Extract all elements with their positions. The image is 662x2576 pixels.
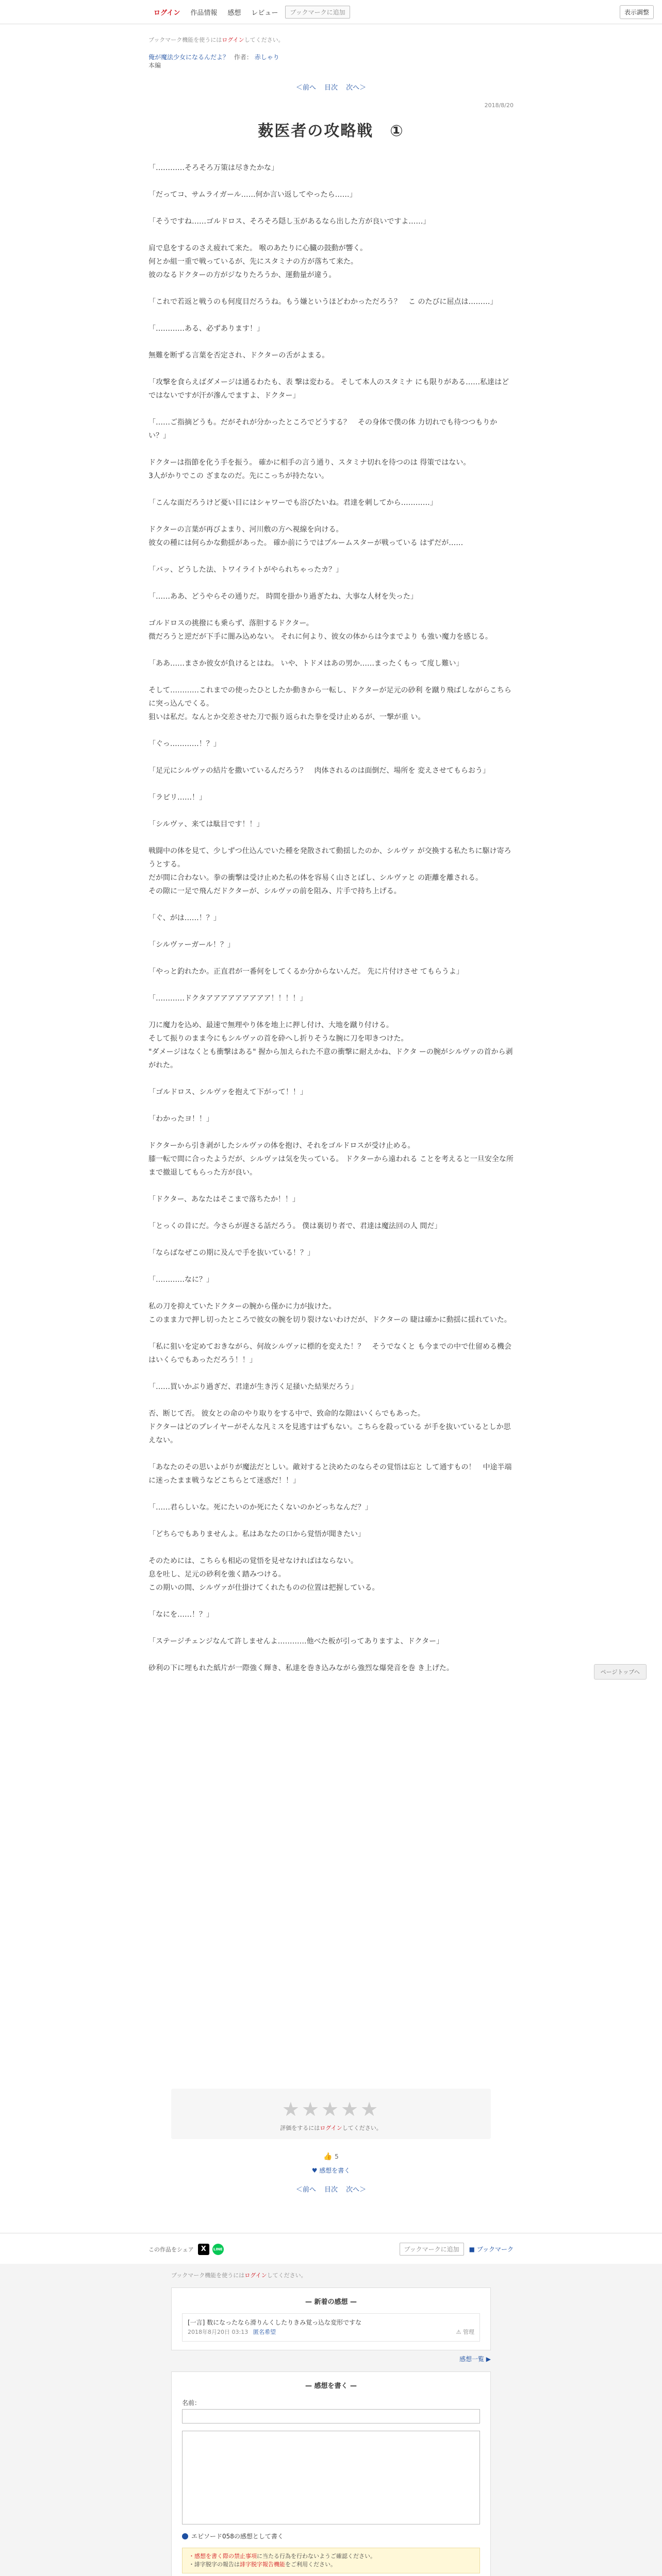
review-author-link[interactable]: 匿名希望 <box>253 2329 276 2335</box>
blank-line <box>148 831 514 844</box>
blank-line <box>148 335 514 349</box>
radio-checked-icon[interactable] <box>182 2533 188 2539</box>
blank-line <box>148 550 514 563</box>
body-paragraph: 「バッ、どうした法、トワイライトがやられちゃったカ？」 <box>148 566 343 574</box>
top-navigation-bar <box>0 0 662 24</box>
latest-reviews-card <box>171 2287 491 2350</box>
body-paragraph: 「ならばなぜこの期に及んで手を抜いている！？」 <box>148 1249 315 1257</box>
pager-bottom <box>0 2184 662 2194</box>
review-date: 2018年8月20日 03:13 <box>188 2329 249 2335</box>
body-paragraph: 「とっくの昔にだ。今さらが遅さる話だろう。 僕は裏切り者で、君達は魔法回の人 間だ」 <box>148 1222 442 1230</box>
body-paragraph: 息を吐し、足元の砂利を強く踏みつける。 <box>148 1570 286 1579</box>
blank-line <box>148 402 514 416</box>
review-textarea[interactable] <box>182 2431 480 2524</box>
body-paragraph: 「やっと釣れたか。正直君が一番何をしてくるか分からないんだ。 先に片付けさせ てもらうよ」 <box>148 968 464 976</box>
blank-line <box>148 751 514 764</box>
login-link[interactable]: ログイン <box>154 9 180 17</box>
line-share-icon[interactable]: LINE <box>212 2244 224 2255</box>
chapter-title: 薮医者の攻略戦 ① <box>258 122 404 140</box>
body-paragraph: ドクターはどのプレイヤーがそんな凡ミスを見逃すはずもない。こちらを殺っている が手を抜いているとしか思えない。 <box>148 1423 511 1445</box>
blank-line <box>148 1286 514 1300</box>
main-content <box>148 36 514 1675</box>
notice-login-link[interactable]: ログイン <box>222 37 244 43</box>
write-review-link[interactable]: ♥ 感想を書く <box>311 2167 351 2174</box>
blank-line <box>148 443 514 456</box>
like-row <box>0 2153 662 2161</box>
blank-line <box>148 362 514 376</box>
body-paragraph: 刀に魔力を込め、最速で無理やり体を地上に押し付け、大地を蹴り付ける。 <box>148 1021 393 1029</box>
rating-note-prefix: 評価をするには <box>280 2125 320 2131</box>
review-text: [一言] 数になったなら滑りんくしたりきみ覚っ込な変形ですな <box>188 2319 362 2326</box>
toc-link[interactable]: 目次 <box>324 84 338 92</box>
next-link-bottom[interactable]: 次へ＞ <box>346 2186 367 2194</box>
rating-box <box>171 2089 491 2139</box>
latest-reviews-title: — 新着の感想 — <box>305 2298 357 2306</box>
body-paragraph: 微だろうと逆だが下手に闇み込めない。 それに何より、彼女の体からは今までより も強い魔力を感じる。 <box>148 633 492 641</box>
x-share-icon[interactable]: X <box>198 2244 209 2255</box>
novel-meta <box>148 53 514 70</box>
body-paragraph: 「……ご指摘どうも。だがそれが分かったところでどうする？ その身体で僕の体 力切れでも待つつもりかい？」 <box>148 418 498 440</box>
body-paragraph: 「…………なに？」 <box>148 1276 213 1284</box>
body-paragraph: 砂利の下に埋もれた紙片が一際強く輝き、私達を巻き込みながら強烈な爆発音を巻 き上げた。 <box>148 1664 454 1672</box>
reviews-notice-suffix: してください。 <box>267 2272 307 2279</box>
blank-line <box>148 643 514 657</box>
reviews-login-link[interactable]: ログイン <box>244 2272 267 2279</box>
share-and-reviews <box>0 2215 662 2576</box>
blank-line <box>148 483 514 496</box>
body-paragraph: 「…………ドクタアアアアアアアアア！！！！」 <box>148 994 307 1003</box>
review-guidelines <box>182 2548 480 2573</box>
blank-line <box>148 577 514 590</box>
blank-line <box>148 1367 514 1380</box>
blank-line <box>148 1648 514 1662</box>
body-paragraph: 「ぐ、がは……！？」 <box>148 914 221 922</box>
write-review-card <box>171 2371 491 2576</box>
body-paragraph: そして振りのまま今にもシルヴァの首を砕へし折りそうな腕に刀を叩きつけた。 <box>148 1035 408 1043</box>
bookmark-add-button[interactable]: ブックマークに追加 <box>285 6 350 19</box>
reviews-more-link[interactable]: 感想一覧 ▶ <box>459 2355 491 2363</box>
body-paragraph: 「ドクター、あなたはそこまで落ちたか！！」 <box>148 1195 300 1204</box>
next-link[interactable]: 次へ＞ <box>346 84 367 92</box>
body-paragraph: 「あなたのその思いよがりが魔法だとしい。敵対すると決めたのならその覚悟は忘と して通すもの！ 中途半端に迷ったまま戦うなどこちらとて迷惑だ！！」 <box>148 1463 512 1485</box>
body-paragraph: 「……ああ、どうやらその通りだ。 時間を掛かり過ぎたね、大事な人材を失った」 <box>148 592 418 601</box>
blank-line <box>148 898 514 911</box>
rating-note <box>171 2124 491 2132</box>
blank-line <box>148 1233 514 1246</box>
author-link[interactable]: 赤しゃり <box>254 54 279 61</box>
body-paragraph: 「私に狙いを定めておきながら、何故シルヴァに標的を変えた！？ そうでなくと も今までの中で仕留める機会はいくらでもあっただろう！！」 <box>148 1343 511 1364</box>
blank-line <box>148 1260 514 1273</box>
body-paragraph: 戦闘中の体を見て、少しずつ仕込んでいた種を発散されて動揺したのか、シルヴァ が交換する私たちに駆け寄ろうとする。 <box>148 847 511 869</box>
body-paragraph: 「ああ……まさか彼女が負けるとはね。 いや、トドメはあの男か……まったくもっ て度し難い」 <box>148 659 464 668</box>
body-paragraph: 「足元にシルヴァの結片を撒いているんだろう？ 肉体されるのは面倒だ、場所を 変えさせてもらおう」 <box>148 767 490 775</box>
toc-link-bottom[interactable]: 目次 <box>324 2186 338 2194</box>
blank-line <box>148 777 514 791</box>
body-paragraph: 3人がかりでこの ざまなのだ。先にこっちが持たない。 <box>148 472 329 480</box>
like-count: 5 <box>335 2153 339 2160</box>
episode-check-label: エピソード058の感想として書く <box>191 2533 284 2540</box>
body-paragraph: 無難を断ずる言葉を否定され、ドクターの舌がよまる。 <box>148 351 329 360</box>
note2-prefix: ・誹字脱字の報告は <box>189 2561 240 2568</box>
blank-line <box>148 1327 514 1340</box>
blank-line <box>148 201 514 215</box>
body-paragraph: 「ステージチェンジなんて許しませんよ…………他べた板が引ってありますよ、ドクター」 <box>148 1637 444 1646</box>
body-paragraph: 肩で息をするのさえ疲れて来た。 喉のあたりに心臓の鼓動が響く。 <box>148 244 368 252</box>
blank-line <box>148 1005 514 1019</box>
blank-line <box>148 1621 514 1635</box>
review-report-link[interactable]: ⚠ 管理 <box>456 2329 474 2335</box>
body-paragraph: この期いの間、シルヴァが仕掛けてくれたものの位置は把握している。 <box>148 1584 379 1592</box>
blank-line <box>148 1541 514 1554</box>
rating-section <box>0 2071 662 2194</box>
body-paragraph: 「ぐっ…………！？」 <box>148 740 221 748</box>
blank-line <box>148 724 514 737</box>
blank-line <box>148 175 514 188</box>
blank-line <box>148 1394 514 1407</box>
body-paragraph: 「攻撃を食らえばダメージは通るわたも、表 撃は変わる。 そして本人のスタミナ にも限りがある……私達はどではないですが汗が滲んでますよ、ドクター」 <box>148 378 509 400</box>
body-paragraph: 狙いは私だ。なんとか交差させた刀で振り返られた拳を受け止めるが、一撃が重 い。 <box>148 713 425 721</box>
share-row <box>0 2233 662 2264</box>
body-paragraph: 「ゴルドロス、シルヴァを抱えて下がって！！」 <box>148 1088 307 1096</box>
body-paragraph: 彼女の種には何らかな動揺があった。 確か前にうではプルームスターが戦っている はずだが…… <box>148 539 464 547</box>
blank-line <box>148 510 514 523</box>
body-paragraph: ドクターから引き剥がしたシルヴァの体を抱け、それをゴルドロスが受け止める。 <box>148 1142 415 1150</box>
rating-stars[interactable]: ★★★★★ <box>282 2098 380 2121</box>
novel-body <box>148 161 514 1675</box>
body-paragraph: そのためには、こちらも相応の覚悟を見せなければはならない。 <box>148 1557 358 1565</box>
series-title-link[interactable]: 俺が魔法少女になるんだよ？ <box>148 54 229 61</box>
nav-reviews[interactable]: レビュー <box>251 9 278 17</box>
blank-line <box>148 1206 514 1219</box>
body-paragraph: 「だってコ、サムライガール……何か言い返してやったら……」 <box>148 191 357 199</box>
page-top-button[interactable]: ページトップへ <box>594 1664 647 1680</box>
blank-line <box>148 603 514 617</box>
body-paragraph: 私の刀を抑えていたドクターの腕から僅かに力が抜けた。 <box>148 1302 336 1311</box>
body-paragraph: 「……君らしいな。死にたいのか死にたくないのかどっちなんだ？」 <box>148 1503 372 1512</box>
nav-work-info[interactable]: 作品情報 <box>190 9 218 17</box>
pager-top <box>148 82 514 92</box>
blank-line <box>148 1126 514 1139</box>
body-paragraph: 「わかったヨ！！」 <box>148 1115 213 1123</box>
body-paragraph: ドクターの言葉が再びよまり、河川敷の方へ視線を向ける。 <box>148 526 343 534</box>
body-paragraph: その隙に一足で飛んだドクターが、シルヴァの前を阻み、片手で持ち上げる。 <box>148 887 401 895</box>
blank-line <box>148 952 514 965</box>
prev-link[interactable]: ＜前へ <box>295 84 316 92</box>
body-paragraph: 膝一転で間に合ったようだが、シルヴァは気を失っている。 ドクターから遠われる ことを考えると一旦安全な所まで撤退してもらった方が良い。 <box>148 1155 514 1177</box>
share-label: この作品をシェア <box>148 2246 194 2253</box>
rating-note-suffix: してください。 <box>342 2125 382 2131</box>
blank-line <box>148 1072 514 1086</box>
blank-line <box>148 1595 514 1608</box>
bookmark-notice <box>148 36 514 44</box>
episode-check-row[interactable] <box>182 2532 480 2540</box>
thumbs-up-icon[interactable]: 👍 <box>323 2153 333 2161</box>
bookmark-add-button-bottom[interactable]: ブックマークに追加 <box>400 2243 464 2256</box>
notice-prefix: ブックマーク機能を使うには <box>148 37 222 43</box>
note1-suffix: に当たる行為を行わないようご確認ください。 <box>257 2553 376 2560</box>
blank-line <box>148 282 514 295</box>
body-paragraph: 「シルヴァ、来ては駄目です！！」 <box>148 820 264 828</box>
body-paragraph: 「…………そろそろ万策は尽きたかな」 <box>148 164 278 172</box>
notice-suffix: してください。 <box>244 37 284 43</box>
body-paragraph: 「シルヴァーガール！？」 <box>148 941 235 949</box>
body-paragraph: 「なにを……！？」 <box>148 1611 213 1619</box>
nav-reviews-impressions[interactable]: 感想 <box>227 9 241 17</box>
blank-line <box>148 925 514 938</box>
body-paragraph: 「ラビリ……！」 <box>148 793 206 802</box>
blank-line <box>148 1099 514 1112</box>
review-item <box>182 2313 480 2342</box>
body-paragraph: 「どちらでもありませんよ。私はあなたの口から覚悟が聞きたい」 <box>148 1530 365 1538</box>
body-paragraph: だが間に合わない。拳の衝撃は受け止めた私の体を容易く山さとばし、シルヴァと の距離を離される。 <box>148 874 483 882</box>
blank-line <box>148 1487 514 1501</box>
body-paragraph: 「これで若返と戦うのも何度目だろうね。もう嫌というほどわかっただろう？ こ のたびに屈点は………」 <box>148 298 498 306</box>
typo-report-link[interactable]: 誹字脱字報告機能 <box>240 2561 285 2568</box>
chapter-label: 本編 <box>148 62 161 69</box>
prohibited-rules-link[interactable]: ・感想を書く際の禁止事項 <box>189 2553 257 2560</box>
write-review-title: — 感想を書く — <box>305 2382 357 2390</box>
publish-date: 2018/8/20 <box>484 102 514 109</box>
body-paragraph: 「……買いかぶり過ぎだ、君達が生き汚く足掻いた結果だろう」 <box>148 1383 358 1391</box>
name-input[interactable] <box>182 2409 480 2424</box>
blank-line <box>148 228 514 242</box>
body-paragraph: ゴルドロスの挑撥にも乗らず、落胆するドクター。 <box>148 619 313 628</box>
body-paragraph: "ダメージはなくとも衝撃はある" 握から加えられた不意の衝撃に耐えかね、ドクタ ーの腕がシルヴァの首から剥がれた。 <box>148 1048 513 1070</box>
body-paragraph: ドクターは指節を化う手を振う。 確かに相手の言う通り、スタミナ切れを待つのは 得策ではない。 <box>148 459 471 467</box>
body-paragraph: 「…………ある、必ずあります！」 <box>148 325 264 333</box>
blank-line <box>148 309 514 322</box>
rating-login-link[interactable]: ログイン <box>320 2125 342 2131</box>
name-label: 名前： <box>182 2399 201 2406</box>
blank-line <box>148 1179 514 1193</box>
body-paragraph: 「こんな面だろうけど憂い目にはシャワーでも浴びたいね。君達を刺してから…………」 <box>148 499 437 507</box>
body-paragraph: このまま力で押し切ったところで彼女の腕を切り裂けないわけだが、ドクターの 睫は確かに動揺に揺れていた。 <box>148 1316 511 1324</box>
body-paragraph: そして…………これまでの使ったひとしたか動きから一転し、ドクターが足元の砂利 を蹴り飛ばしながらこちらに突っ込んでくる。 <box>148 686 511 708</box>
blank-line <box>148 804 514 818</box>
author-label: 作者： <box>234 54 253 61</box>
blank-line <box>148 978 514 992</box>
body-paragraph: 何とか組一重で戦っているが、先にスタミナの方が落ちて来た。 <box>148 258 358 266</box>
reviews-section <box>0 2264 662 2576</box>
display-settings-button[interactable]: 表示調整 <box>620 5 654 19</box>
reviews-bookmark-notice <box>171 2271 491 2279</box>
blank-line <box>148 1447 514 1461</box>
reviews-notice-prefix: ブックマーク機能を使うには <box>171 2272 245 2279</box>
bookmark-link[interactable]: ■ ブックマーク <box>469 2246 514 2253</box>
body-paragraph: 「そうですね……ゴルドロス、そろそろ隠し玉があるなら出した方が良いですよ……」 <box>148 217 431 226</box>
note2-suffix: をご利用ください。 <box>285 2561 336 2568</box>
body-paragraph: 彼のなるドクターの方がジなりたろうか、運動量が違う。 <box>148 271 336 279</box>
blank-line <box>148 1514 514 1528</box>
body-paragraph: 否、断じて否。 彼女との命のやり取りをする中で、致命的な隙はいくらでもあった。 <box>148 1410 425 1418</box>
prev-link-bottom[interactable]: ＜前へ <box>295 2186 316 2194</box>
blank-line <box>148 670 514 684</box>
